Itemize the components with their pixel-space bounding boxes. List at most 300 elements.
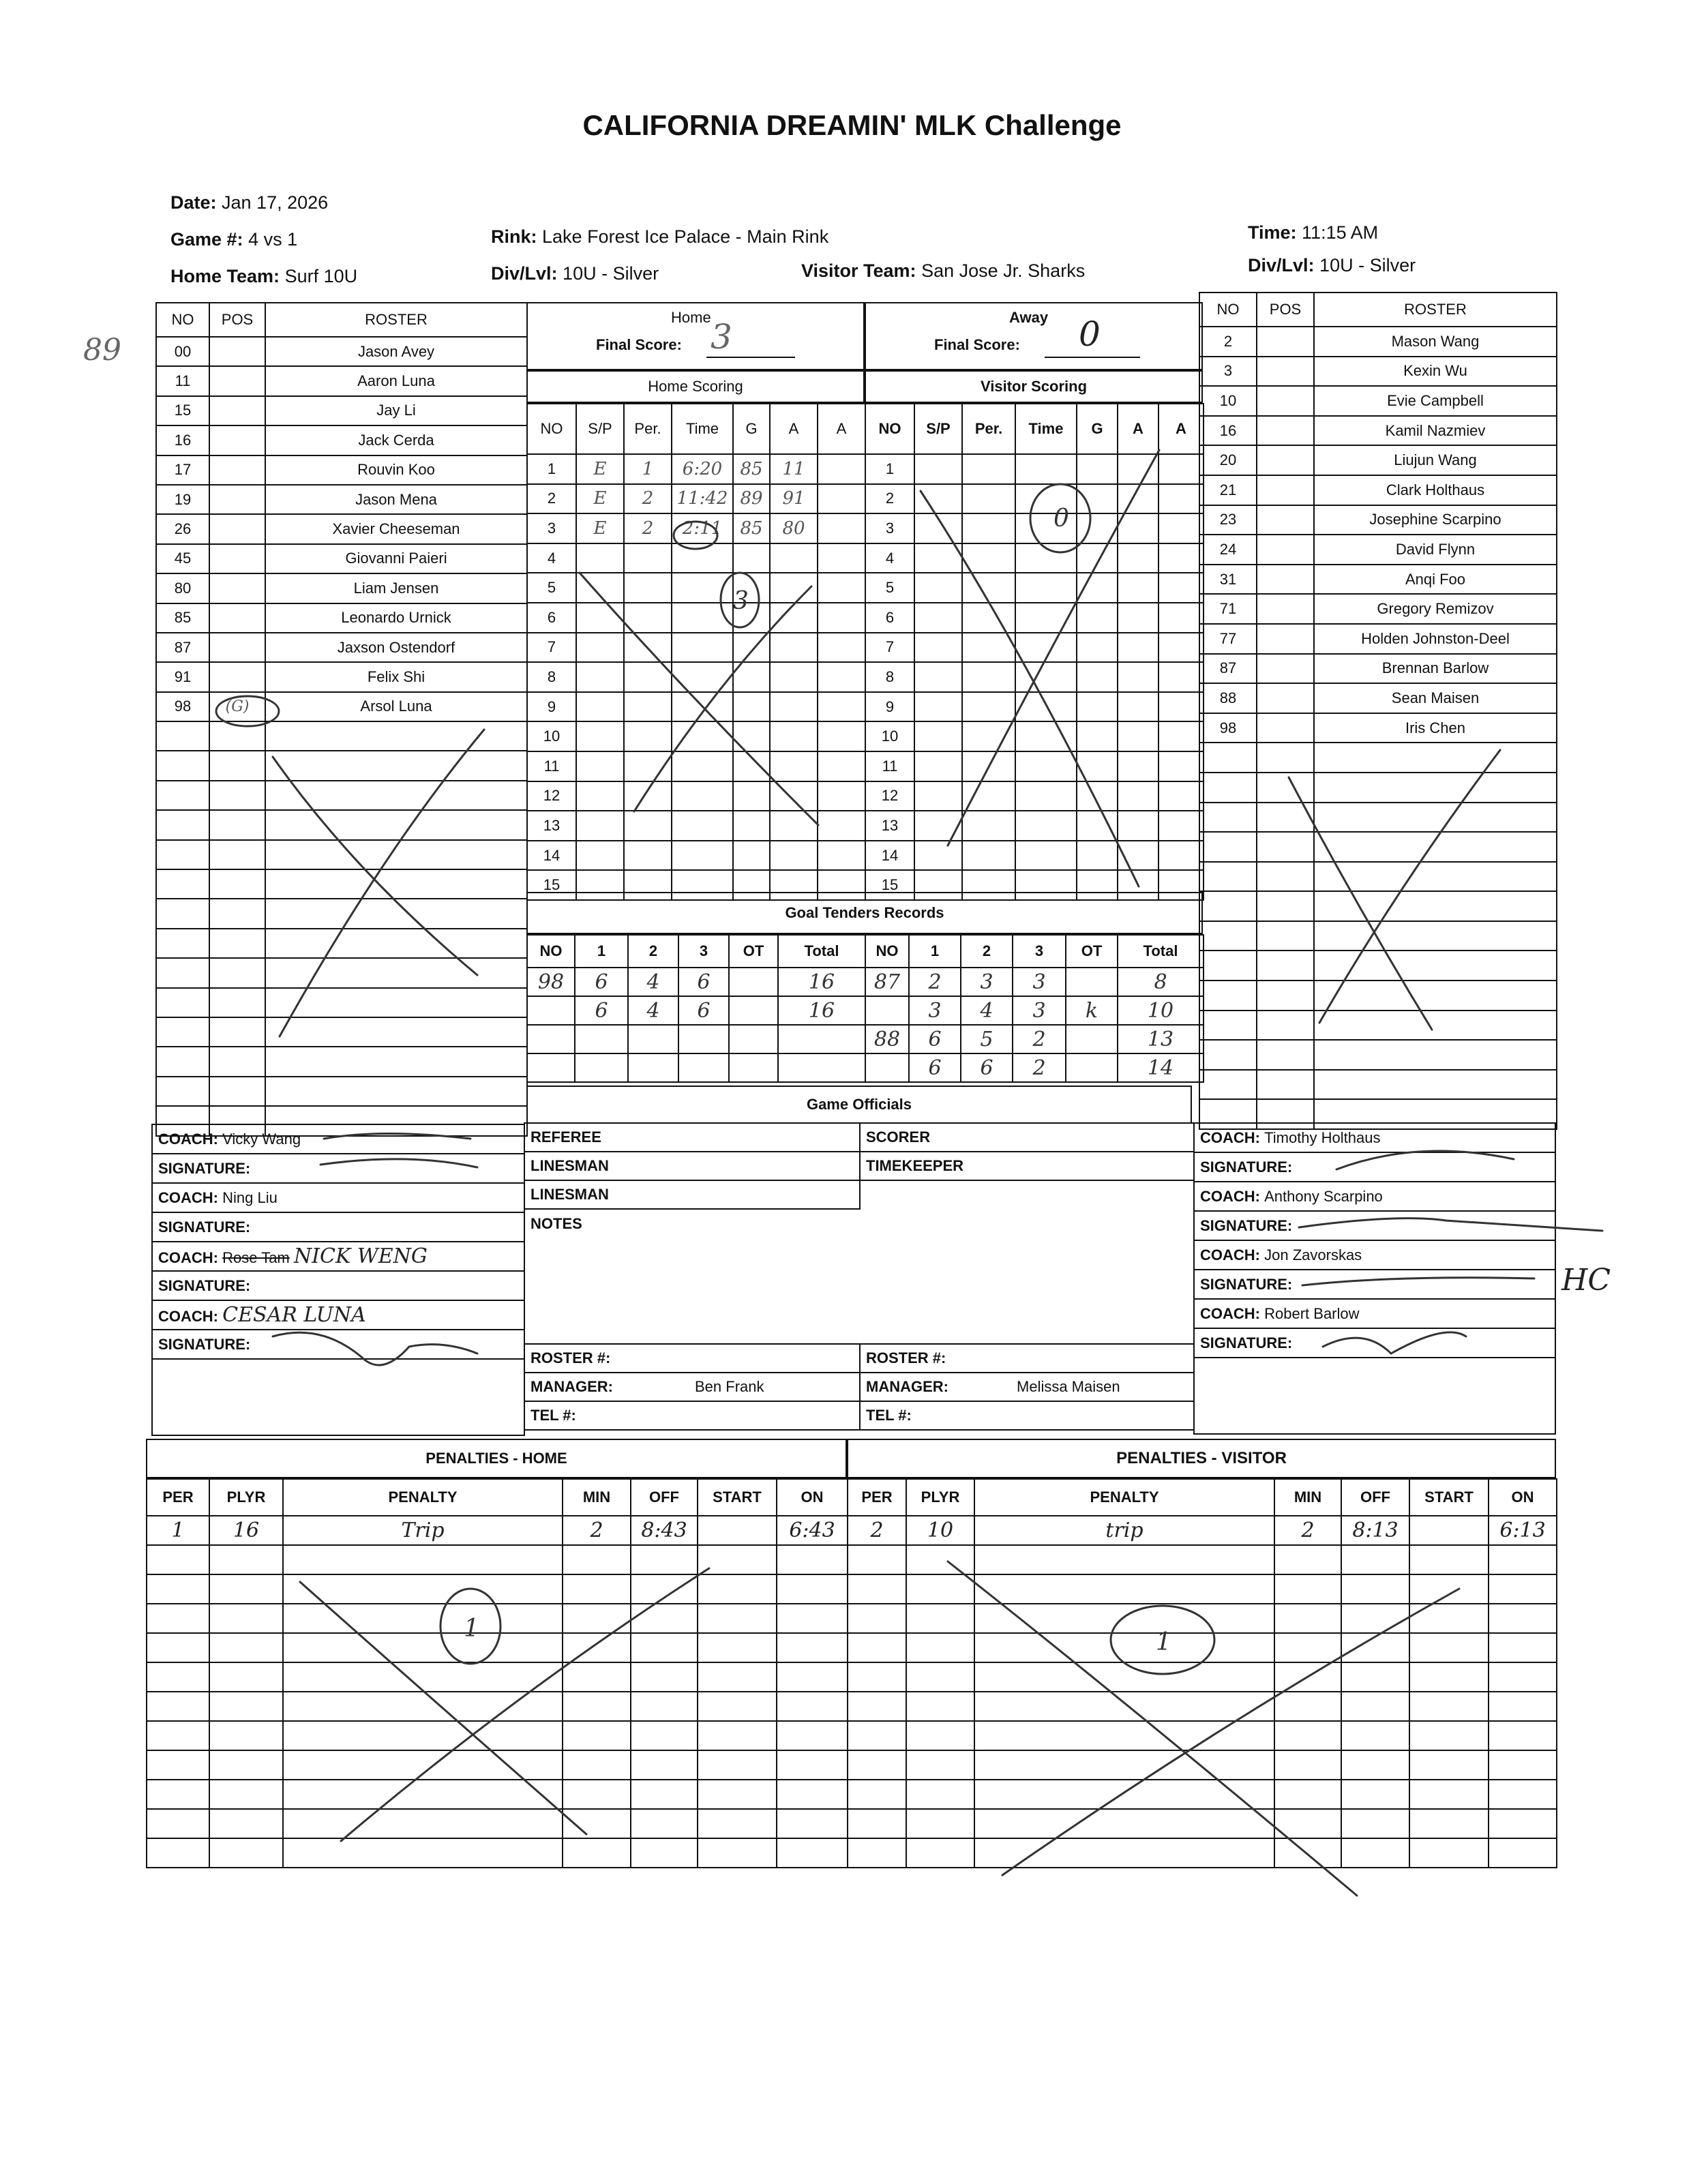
home-roster-player-name: Felix Shi bbox=[265, 662, 527, 691]
officials-table bbox=[524, 1122, 1195, 1431]
home-signature-2: SIGNATURE: bbox=[152, 1212, 524, 1242]
pen-home-min bbox=[563, 1574, 631, 1604]
home-roster-player-name bbox=[265, 1047, 527, 1076]
home-goalie-period-2: 4 bbox=[628, 968, 678, 996]
home-scoring-title: Home Scoring bbox=[526, 370, 865, 403]
home-roster-player-position bbox=[209, 337, 265, 366]
visitor-scoring-assist-2 bbox=[1159, 633, 1204, 663]
pen-visitor-per bbox=[848, 1809, 906, 1838]
visitor-goalie-header-4: OT bbox=[1066, 935, 1118, 968]
home-roster-player-position bbox=[209, 455, 265, 485]
home-scoring-assist-1 bbox=[770, 543, 818, 573]
visitor-roster-player-name bbox=[1314, 743, 1557, 773]
visitor-roster-row bbox=[1199, 654, 1557, 684]
visitor-roster-player-position bbox=[1257, 891, 1314, 921]
visitor-roster-player-name: Kamil Nazmiev bbox=[1314, 416, 1557, 446]
home-scoring-goal bbox=[733, 841, 770, 871]
pen-visitor-plyr bbox=[906, 1750, 974, 1780]
home-roster-player-name bbox=[265, 781, 527, 810]
home-roster-player-position bbox=[209, 899, 265, 928]
pen-home-header-5: START bbox=[698, 1479, 777, 1516]
home-roster-player-number: 00 bbox=[156, 337, 209, 366]
home-roster-row bbox=[156, 958, 527, 987]
visitor-goalie-header-1: 1 bbox=[909, 935, 961, 968]
home-scoring-period: 1 bbox=[624, 454, 672, 484]
pen-home-per bbox=[147, 1721, 209, 1750]
linesman-2-label: LINESMAN bbox=[524, 1180, 860, 1209]
visitor-roster-player-position bbox=[1257, 1070, 1314, 1100]
visitor-goalie-period-2: 5 bbox=[961, 1025, 1013, 1053]
home-roster-player-position bbox=[209, 573, 265, 603]
visitor-roster-player-number bbox=[1199, 743, 1257, 773]
visitor-roster-player-name: Iris Chen bbox=[1314, 713, 1557, 743]
visitor-roster-player-name bbox=[1314, 832, 1557, 862]
home-roster-row bbox=[156, 485, 527, 514]
home-scoring-assist-2 bbox=[818, 543, 865, 573]
visitor-goalie-period-2: 6 bbox=[961, 1053, 1013, 1082]
pen-visitor-min bbox=[1274, 1692, 1341, 1721]
pen-home-start bbox=[698, 1809, 777, 1838]
penalties-visitor-title: PENALTIES - VISITOR bbox=[847, 1439, 1556, 1478]
pen-visitor-plyr bbox=[906, 1662, 974, 1692]
visitor-coach-2: COACH: Anthony Scarpino bbox=[1194, 1182, 1555, 1211]
visitor-scoring-sp bbox=[914, 781, 962, 811]
home-scoring-goal bbox=[733, 692, 770, 722]
visitor-scoring-assist-2 bbox=[1159, 841, 1204, 871]
home-roster-player-name: Rouvin Koo bbox=[265, 455, 527, 485]
visitor-roster-player-name bbox=[1314, 1011, 1557, 1041]
visitor-roster-row bbox=[1199, 1040, 1557, 1070]
visitor-scoring-title: Visitor Scoring bbox=[865, 370, 1203, 403]
visitor-scoring-goal bbox=[1077, 662, 1118, 692]
visitor-goalie-number bbox=[865, 1053, 909, 1082]
pen-home-off bbox=[631, 1604, 698, 1633]
home-roster-player-position bbox=[209, 485, 265, 514]
pen-visitor-plyr: 10 bbox=[906, 1516, 974, 1545]
pen-home-per bbox=[147, 1692, 209, 1721]
visitor-roster-player-name: Clark Holthaus bbox=[1314, 475, 1557, 505]
home-roster-player-number bbox=[156, 958, 209, 987]
pen-home-row bbox=[147, 1574, 848, 1604]
pen-visitor-off bbox=[1341, 1809, 1409, 1838]
home-scoring-assist-2 bbox=[818, 513, 865, 543]
visitor-goalie-period-1: 2 bbox=[909, 968, 961, 996]
visitor-roster-player-number: 10 bbox=[1199, 386, 1257, 416]
home-scoring-goal bbox=[733, 662, 770, 692]
home-roster-row bbox=[156, 692, 527, 721]
pen-home-min bbox=[563, 1838, 631, 1868]
visitor-scoring-row-number: 12 bbox=[865, 781, 914, 811]
home-scoring-period: 2 bbox=[624, 513, 672, 543]
home-roster-player-number bbox=[156, 840, 209, 869]
home-roster-table bbox=[155, 302, 528, 1137]
visitor-scoring-row bbox=[865, 513, 1204, 543]
home-coach-3: COACH: Rose Tam NICK WENG bbox=[152, 1242, 524, 1271]
home-scoring-period bbox=[624, 721, 672, 751]
home-roster-row bbox=[156, 544, 527, 573]
visitor-roster-row bbox=[1199, 505, 1557, 535]
visitor-roster-player-position bbox=[1257, 743, 1314, 773]
home-roster-row bbox=[156, 1017, 527, 1047]
pen-home-plyr bbox=[209, 1780, 283, 1809]
pen-visitor-per bbox=[848, 1780, 906, 1809]
home-roster-row bbox=[156, 751, 527, 780]
visitor-scoring-goal bbox=[1077, 633, 1118, 663]
visitor-goalie-header-0: NO bbox=[865, 935, 909, 968]
pen-home-per bbox=[147, 1545, 209, 1574]
visitor-goalie-header-2: 2 bbox=[961, 935, 1013, 968]
visitor-scoring-row-number: 1 bbox=[865, 454, 914, 484]
home-final-score-box bbox=[526, 302, 865, 370]
visitor-roster-player-position bbox=[1257, 505, 1314, 535]
visitor-scoring-row bbox=[865, 454, 1204, 484]
home-scoring-header-6: A bbox=[818, 404, 865, 454]
pen-visitor-start bbox=[1409, 1809, 1489, 1838]
visitor-scoring-period bbox=[962, 573, 1015, 603]
pen-home-per bbox=[147, 1574, 209, 1604]
pen-home-row bbox=[147, 1721, 848, 1750]
visitor-scoring-period bbox=[962, 484, 1015, 514]
visitor-goalie-ot bbox=[1066, 968, 1118, 996]
pen-home-off bbox=[631, 1780, 698, 1809]
pen-visitor-start bbox=[1409, 1516, 1489, 1545]
home-roster-number-label: ROSTER #: bbox=[524, 1344, 860, 1373]
home-roster-player-number: 16 bbox=[156, 425, 209, 455]
home-scoring-assist-1 bbox=[770, 662, 818, 692]
home-scoring-goal bbox=[733, 811, 770, 841]
visitor-scoring-header-0: NO bbox=[865, 404, 914, 454]
home-roster-row bbox=[156, 781, 527, 810]
pen-home-penalty: Trip bbox=[283, 1516, 563, 1545]
home-scoring-period bbox=[624, 781, 672, 811]
visitor-scoring-assist-1 bbox=[1118, 603, 1159, 633]
home-scoring-row-number: 9 bbox=[527, 692, 576, 722]
home-scoring-time bbox=[672, 751, 733, 781]
pen-visitor-start bbox=[1409, 1780, 1489, 1809]
pen-visitor-per bbox=[848, 1633, 906, 1662]
pen-visitor-start bbox=[1409, 1838, 1489, 1868]
pen-visitor-min bbox=[1274, 1721, 1341, 1750]
visitor-roster-row bbox=[1199, 743, 1557, 773]
home-scoring-assist-1 bbox=[770, 573, 818, 603]
pen-visitor-off: 8:13 bbox=[1341, 1516, 1409, 1545]
pen-visitor-header-2: PENALTY bbox=[974, 1479, 1274, 1516]
visitor-goalie-period-1: 3 bbox=[909, 996, 961, 1025]
pen-visitor-min bbox=[1274, 1604, 1341, 1633]
home-scoring-row-number: 6 bbox=[527, 603, 576, 633]
home-roster-player-position bbox=[209, 1047, 265, 1076]
visitor-scoring-time bbox=[1015, 633, 1077, 663]
pen-home-start bbox=[698, 1545, 777, 1574]
pen-visitor-min bbox=[1274, 1633, 1341, 1662]
home-goalie-period-1 bbox=[575, 1025, 628, 1053]
pen-home-row bbox=[147, 1838, 848, 1868]
visitor-scoring-time bbox=[1015, 603, 1077, 633]
pen-home-penalty bbox=[283, 1574, 563, 1604]
pen-home-min bbox=[563, 1662, 631, 1692]
pen-visitor-off bbox=[1341, 1574, 1409, 1604]
pen-home-plyr: 16 bbox=[209, 1516, 283, 1545]
home-scoring-row bbox=[527, 484, 865, 514]
pen-home-plyr bbox=[209, 1721, 283, 1750]
visitor-scoring-sp bbox=[914, 811, 962, 841]
home-goalie-period-1 bbox=[575, 1053, 628, 1082]
home-scoring-goal bbox=[733, 573, 770, 603]
visitor-scoring-assist-1 bbox=[1118, 751, 1159, 781]
pen-home-per bbox=[147, 1604, 209, 1633]
home-scoring-row-number: 15 bbox=[527, 870, 576, 900]
visitor-roster-player-name bbox=[1314, 981, 1557, 1011]
visitor-roster-player-number: 24 bbox=[1199, 535, 1257, 565]
visitor-goalie-period-1: 6 bbox=[909, 1025, 961, 1053]
home-scoring-row-number: 2 bbox=[527, 484, 576, 514]
pen-visitor-min bbox=[1274, 1780, 1341, 1809]
home-goalie-header-1: 1 bbox=[575, 935, 628, 968]
home-divlvl-field: Div/Lvl: 10U - Silver bbox=[491, 263, 659, 284]
visitor-scoring-sp bbox=[914, 662, 962, 692]
home-roster-player-position bbox=[209, 633, 265, 662]
pen-home-plyr bbox=[209, 1545, 283, 1574]
home-scoring-sp: E bbox=[576, 484, 624, 514]
pen-home-start bbox=[698, 1604, 777, 1633]
visitor-roster-player-position bbox=[1257, 624, 1314, 654]
linesman-1-label: LINESMAN bbox=[524, 1152, 860, 1180]
home-roster-player-number bbox=[156, 869, 209, 899]
penalties-home-title: PENALTIES - HOME bbox=[146, 1439, 847, 1478]
visitor-scoring-assist-1 bbox=[1118, 692, 1159, 722]
pen-home-header-0: PER bbox=[147, 1479, 209, 1516]
pen-visitor-header-3: MIN bbox=[1274, 1479, 1341, 1516]
visitor-roster-player-number: 21 bbox=[1199, 475, 1257, 505]
home-goalie-ot bbox=[729, 1025, 778, 1053]
visitor-roster-player-name: Brennan Barlow bbox=[1314, 654, 1557, 684]
visitor-roster-player-number bbox=[1199, 891, 1257, 921]
visitor-coach-blank bbox=[1194, 1358, 1555, 1434]
visitor-goalie-row bbox=[865, 996, 1204, 1025]
home-scoring-period bbox=[624, 662, 672, 692]
home-roster-player-number bbox=[156, 988, 209, 1017]
home-roster-player-name bbox=[265, 751, 527, 780]
visitor-scoring-goal bbox=[1077, 454, 1118, 484]
pen-visitor-on bbox=[1489, 1574, 1557, 1604]
visitor-roster-player-name bbox=[1314, 773, 1557, 803]
home-scoring-goal bbox=[733, 633, 770, 663]
visitor-scoring-row bbox=[865, 543, 1204, 573]
visitor-scoring-time bbox=[1015, 573, 1077, 603]
pen-visitor-penalty bbox=[974, 1545, 1274, 1574]
pen-visitor-off bbox=[1341, 1780, 1409, 1809]
pen-home-penalty bbox=[283, 1721, 563, 1750]
visitor-roster-player-number: 71 bbox=[1199, 594, 1257, 624]
home-scoring-time bbox=[672, 603, 733, 633]
home-coach-blank bbox=[152, 1359, 524, 1435]
pen-home-off bbox=[631, 1750, 698, 1780]
home-manager-cell: MANAGER: Ben Frank bbox=[524, 1373, 860, 1401]
home-roster-player-position bbox=[209, 514, 265, 543]
home-scoring-header-3: Time bbox=[672, 404, 733, 454]
pen-home-min bbox=[563, 1721, 631, 1750]
home-scoring-assist-1 bbox=[770, 781, 818, 811]
pen-visitor-plyr bbox=[906, 1838, 974, 1868]
home-roster-player-position bbox=[209, 396, 265, 425]
visitor-scoring-goal bbox=[1077, 692, 1118, 722]
home-scoring-goal: 85 bbox=[733, 513, 770, 543]
home-scoring-assist-2 bbox=[818, 692, 865, 722]
home-scoring-assist-1 bbox=[770, 811, 818, 841]
pen-visitor-header-6: ON bbox=[1489, 1479, 1557, 1516]
pen-home-row bbox=[147, 1809, 848, 1838]
pen-home-penalty bbox=[283, 1545, 563, 1574]
home-roster-player-number: 91 bbox=[156, 662, 209, 691]
home-roster-player-position bbox=[209, 810, 265, 839]
visitor-scoring-sp bbox=[914, 633, 962, 663]
pen-visitor-on bbox=[1489, 1604, 1557, 1633]
pen-home-per: 1 bbox=[147, 1516, 209, 1545]
visitor-roster-player-number bbox=[1199, 981, 1257, 1011]
home-scoring-assist-1 bbox=[770, 633, 818, 663]
pen-home-header-6: ON bbox=[777, 1479, 848, 1516]
visitor-roster-player-position bbox=[1257, 803, 1314, 833]
home-roster-player-position: (G) bbox=[209, 692, 265, 721]
visitor-scoring-time bbox=[1015, 543, 1077, 573]
home-goalie-number bbox=[527, 1053, 575, 1082]
visitor-scoring-header-2: Per. bbox=[962, 404, 1015, 454]
pen-home-start bbox=[698, 1516, 777, 1545]
visitor-roster-header-no: NO bbox=[1199, 293, 1257, 327]
visitor-scoring-assist-1 bbox=[1118, 811, 1159, 841]
visitor-scoring-sp bbox=[914, 573, 962, 603]
home-roster-player-name: Jaxson Ostendorf bbox=[265, 633, 527, 662]
visitor-scoring-goal bbox=[1077, 751, 1118, 781]
pen-visitor-off bbox=[1341, 1750, 1409, 1780]
pen-home-start bbox=[698, 1574, 777, 1604]
visitor-roster-row bbox=[1199, 624, 1557, 654]
pen-home-off bbox=[631, 1633, 698, 1662]
visitor-roster-player-number bbox=[1199, 1011, 1257, 1041]
pen-home-min bbox=[563, 1545, 631, 1574]
visitor-roster-row bbox=[1199, 357, 1557, 387]
pen-visitor-per bbox=[848, 1662, 906, 1692]
home-scoring-row bbox=[527, 721, 865, 751]
home-roster-row bbox=[156, 988, 527, 1017]
home-goalie-header-3: 3 bbox=[678, 935, 729, 968]
visitor-goalie-number bbox=[865, 996, 909, 1025]
pen-visitor-row bbox=[848, 1780, 1557, 1809]
pen-visitor-start bbox=[1409, 1692, 1489, 1721]
visitor-scoring-row-number: 11 bbox=[865, 751, 914, 781]
pen-visitor-row bbox=[848, 1574, 1557, 1604]
home-roster-row bbox=[156, 573, 527, 603]
visitor-roster-header-pos: POS bbox=[1257, 293, 1314, 327]
visitor-scoring-goal bbox=[1077, 603, 1118, 633]
home-roster-player-number bbox=[156, 781, 209, 810]
pen-home-min bbox=[563, 1750, 631, 1780]
home-goalie-header-4: OT bbox=[729, 935, 778, 968]
home-scoring-assist-1: 11 bbox=[770, 454, 818, 484]
home-roster-player-number: 17 bbox=[156, 455, 209, 485]
home-team-field: Home Team: Surf 10U bbox=[170, 266, 358, 286]
home-scoring-sp bbox=[576, 811, 624, 841]
home-goalie-period-3 bbox=[678, 1053, 729, 1082]
home-scoring-sp bbox=[576, 721, 624, 751]
home-goalie-period-3: 6 bbox=[678, 968, 729, 996]
time-field: Time: 11:15 AM bbox=[1248, 222, 1379, 243]
visitor-scoring-assist-1 bbox=[1118, 454, 1159, 484]
visitor-scoring-time bbox=[1015, 484, 1077, 514]
pen-home-plyr bbox=[209, 1809, 283, 1838]
home-roster-player-number bbox=[156, 929, 209, 958]
visitor-roster-player-position bbox=[1257, 921, 1314, 951]
pen-home-penalty bbox=[283, 1780, 563, 1809]
pen-home-off bbox=[631, 1809, 698, 1838]
home-roster-row bbox=[156, 869, 527, 899]
home-scoring-row-number: 10 bbox=[527, 721, 576, 751]
visitor-scoring-assist-2 bbox=[1159, 573, 1204, 603]
visitor-scoring-header-3: Time bbox=[1015, 404, 1077, 454]
visitor-roster-row bbox=[1199, 832, 1557, 862]
visitor-scoring-row bbox=[865, 662, 1204, 692]
home-goalie-header-2: 2 bbox=[628, 935, 678, 968]
visitor-scoring-period bbox=[962, 781, 1015, 811]
pen-home-on bbox=[777, 1662, 848, 1692]
home-roster-player-number bbox=[156, 721, 209, 751]
home-roster-row bbox=[156, 396, 527, 425]
home-scoring-assist-1: 91 bbox=[770, 484, 818, 514]
visitor-penalty-circle-text: 1 bbox=[1156, 1628, 1171, 1656]
home-scoring-row-number: 8 bbox=[527, 662, 576, 692]
home-scoring-sp bbox=[576, 692, 624, 722]
visitor-scoring-assist-2 bbox=[1159, 781, 1204, 811]
visitor-scoring-row bbox=[865, 751, 1204, 781]
visitor-roster-player-name bbox=[1314, 1070, 1557, 1100]
visitor-scoring-period bbox=[962, 603, 1015, 633]
pen-home-off bbox=[631, 1692, 698, 1721]
pen-home-on bbox=[777, 1604, 848, 1633]
home-scoring-header-4: G bbox=[733, 404, 770, 454]
home-goalie-ot bbox=[729, 1053, 778, 1082]
home-goalie-period-1: 6 bbox=[575, 996, 628, 1025]
pen-home-min bbox=[563, 1692, 631, 1721]
pen-visitor-plyr bbox=[906, 1574, 974, 1604]
visitor-roster-player-name: Holden Johnston-Deel bbox=[1314, 624, 1557, 654]
visitor-scoring-assist-1 bbox=[1118, 662, 1159, 692]
pen-home-on bbox=[777, 1545, 848, 1574]
visitor-scoring-assist-2 bbox=[1159, 513, 1204, 543]
home-goalie-row bbox=[527, 1025, 865, 1053]
visitor-roster-row bbox=[1199, 803, 1557, 833]
visitor-scoring-row-number: 10 bbox=[865, 721, 914, 751]
home-roster-player-position bbox=[209, 662, 265, 691]
home-scoring-period bbox=[624, 751, 672, 781]
home-scoring-period bbox=[624, 573, 672, 603]
home-scoring-time: 6:20 bbox=[672, 454, 733, 484]
pen-home-start bbox=[698, 1633, 777, 1662]
pen-visitor-off bbox=[1341, 1692, 1409, 1721]
home-roster-player-position bbox=[209, 1017, 265, 1047]
visitor-roster-player-position bbox=[1257, 862, 1314, 892]
home-scoring-sp bbox=[576, 573, 624, 603]
visitor-scoring-time bbox=[1015, 454, 1077, 484]
visitor-roster-row bbox=[1199, 921, 1557, 951]
pen-home-penalty bbox=[283, 1692, 563, 1721]
pen-visitor-on bbox=[1489, 1809, 1557, 1838]
visitor-roster-row bbox=[1199, 535, 1557, 565]
visitor-roster-player-number: 20 bbox=[1199, 445, 1257, 475]
home-scoring-header-2: Per. bbox=[624, 404, 672, 454]
home-roster-player-number: 45 bbox=[156, 544, 209, 573]
pen-home-on bbox=[777, 1838, 848, 1868]
home-scoring-period bbox=[624, 543, 672, 573]
